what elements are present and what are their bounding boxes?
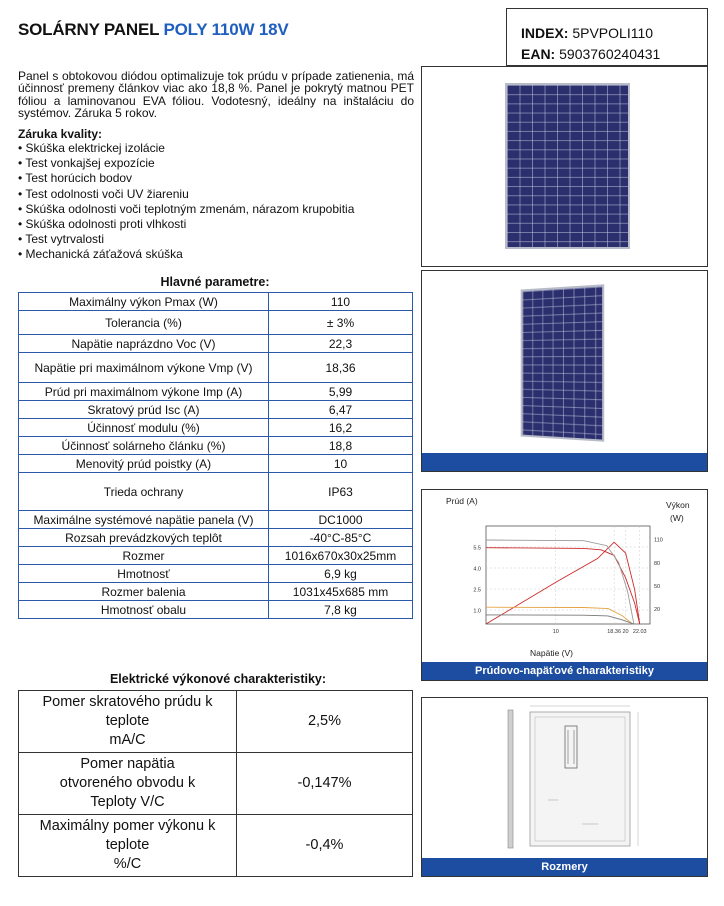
page-title [18,20,289,40]
electrical-row [19,691,413,753]
ean-value: 5903760240431 [559,46,661,62]
product-description: Panel s obtokovou diódou optimalizuje tok prúdu v prípade zatienenia, má účinnosť premeny článkov viac ako 18,8 %. Panel je pokrytý matnou PET fóliou a laminovanou EVA fóliou. Vodotesný, ideálny na inštaláciu do systémov. Záruka 5 rokov. [18,69,414,121]
quality-item: • Test horúcich bodov [18,171,418,186]
electrical-value: -0,147% [237,753,413,815]
iv-chart-caption: Prúdovo-napäťové charakteristiky [422,662,707,680]
electrical-label-line: mA/C [109,732,146,748]
param-label: Menovitý prúd poistky (A) [19,455,269,473]
param-value: 6,9 kg [269,565,413,583]
chart-y2-tick: 80 [654,560,661,567]
chart-xlabel: Napätie (V) [530,648,573,658]
param-label: Rozsah prevádzkových teplôt [19,529,269,547]
param-label: Napätie pri maximálnom výkone Vmp (V) [19,353,269,383]
quality-item: • Mechanická záťažová skúška [18,247,418,262]
param-label: Účinnosť solárneho článku (%) [19,437,269,455]
chart-x-tick: 22.03 [632,629,647,635]
params-row [19,455,413,473]
quality-item: • Skúška odolnosti voči teplotným zmenám, nárazom krupobitia [18,202,418,217]
param-value: 22,3 [269,335,413,353]
chart-ylabel: Prúd (A) [446,496,478,506]
params-row [19,601,413,619]
param-label: Účinnosť modulu (%) [19,419,269,437]
param-value: 110 [269,293,413,311]
param-value: 6,47 [269,401,413,419]
electrical-label-line: Pomer napätia [80,756,175,772]
panel-photo-angled [421,270,708,472]
chart-series-line [486,542,640,624]
params-row [19,583,413,601]
params-row [19,529,413,547]
ean-label: EAN: [521,46,556,62]
electrical-label-line: Maximálny pomer výkonu k [39,818,216,834]
title-prefix: SOLÁRNY PANEL [18,20,164,39]
params-row [19,437,413,455]
index-box [506,8,708,66]
param-value: DC1000 [269,511,413,529]
solar-panel-angled-image [521,284,605,441]
solar-panel-image [505,83,630,249]
dimensions-box [421,697,708,877]
chart-series-line [486,540,634,624]
dimensions-caption: Rozmery [422,858,707,876]
param-label: Rozmer balenia [19,583,269,601]
dimensions-drawing [422,698,707,858]
electrical-label [19,815,237,877]
iv-chart-box [421,489,708,681]
chart-y-tick: 1.0 [473,608,481,615]
quality-item: • Test vytrvalosti [18,232,418,247]
params-heading: Hlavné parametre: [160,275,270,289]
param-label: Rozmer [19,547,269,565]
chart-series-line [486,607,633,624]
quality-list [18,141,418,263]
electrical-label [19,691,237,753]
chart-y2-tick: 110 [654,537,663,544]
params-row [19,311,413,335]
electrical-heading: Elektrické výkonové charakteristiky: [109,672,327,686]
chart-y2label-line-2: (W) [670,513,684,523]
chart-x-tick: 18.36 [607,629,622,635]
param-value: ± 3% [269,311,413,335]
panel-photo-caption-bar [422,453,707,471]
index-line [521,23,707,44]
params-row [19,547,413,565]
chart-y2label-line-1: Výkon [666,500,690,510]
electrical-label-line: teplote [105,713,150,729]
index-value: 5PVPOLI110 [572,25,654,41]
params-table [18,292,413,619]
param-label: Hmotnosť [19,565,269,583]
param-label: Hmotnosť obalu [19,601,269,619]
param-value: -40°C-85°C [269,529,413,547]
param-value: 5,99 [269,383,413,401]
params-row [19,401,413,419]
chart-y2-tick: 20 [654,607,661,614]
electrical-label-line: Pomer skratového prúdu k [42,694,213,710]
electrical-value: -0,4% [237,815,413,877]
chart-x-tick: 10 [552,629,559,635]
params-row [19,353,413,383]
param-value: 10 [269,455,413,473]
param-value: 7,8 kg [269,601,413,619]
param-label: Skratový prúd Isc (A) [19,401,269,419]
param-label: Maximálny výkon Pmax (W) [19,293,269,311]
index-label: INDEX: [521,25,569,41]
electrical-row [19,753,413,815]
param-label: Trieda ochrany [19,473,269,511]
chart-y2-tick: 50 [654,583,661,590]
param-value: 16,2 [269,419,413,437]
electrical-value: 2,5% [237,691,413,753]
ean-line [521,44,707,65]
param-label: Napätie naprázdno Voc (V) [19,335,269,353]
param-value: 18,8 [269,437,413,455]
quality-item: • Test vonkajšej expozície [18,156,418,171]
iv-chart [422,490,707,662]
chart-x-tick: 20 [622,629,629,635]
param-label: Tolerancia (%) [19,311,269,335]
electrical-row [19,815,413,877]
param-value: 1016x670x30x25mm [269,547,413,565]
electrical-label-line: otvoreného obvodu k [59,775,196,791]
params-row [19,419,413,437]
params-row [19,293,413,311]
params-row [19,383,413,401]
param-value: 1031x45x685 mm [269,583,413,601]
electrical-label-line: %/C [113,856,142,872]
title-accent: POLY 110W 18V [163,20,289,39]
chart-y-tick: 5.5 [473,545,481,552]
param-label: Maximálne systémové napätie panela (V) [19,511,269,529]
chart-y-tick: 2.5 [473,587,481,594]
panel-photo-front [421,66,708,267]
param-label: Prúd pri maximálnom výkone Imp (A) [19,383,269,401]
quality-item: • Skúška odolnosti proti vlhkosti [18,217,418,232]
chart-series-line [486,615,634,624]
params-row [19,511,413,529]
param-value: 18,36 [269,353,413,383]
params-row [19,473,413,511]
chart-y-tick: 4.0 [473,566,481,573]
electrical-label [19,753,237,815]
quality-item: • Test odolnosti voči UV žiareniu [18,187,418,202]
electrical-label-line: teplote [105,837,150,853]
electrical-label-line: Teploty V/C [90,794,165,810]
param-value: IP63 [269,473,413,511]
quality-heading: Záruka kvality: [18,127,103,141]
quality-item: • Skúška elektrickej izolácie [18,141,418,156]
params-row [19,335,413,353]
params-row [19,565,413,583]
electrical-table [18,690,413,877]
